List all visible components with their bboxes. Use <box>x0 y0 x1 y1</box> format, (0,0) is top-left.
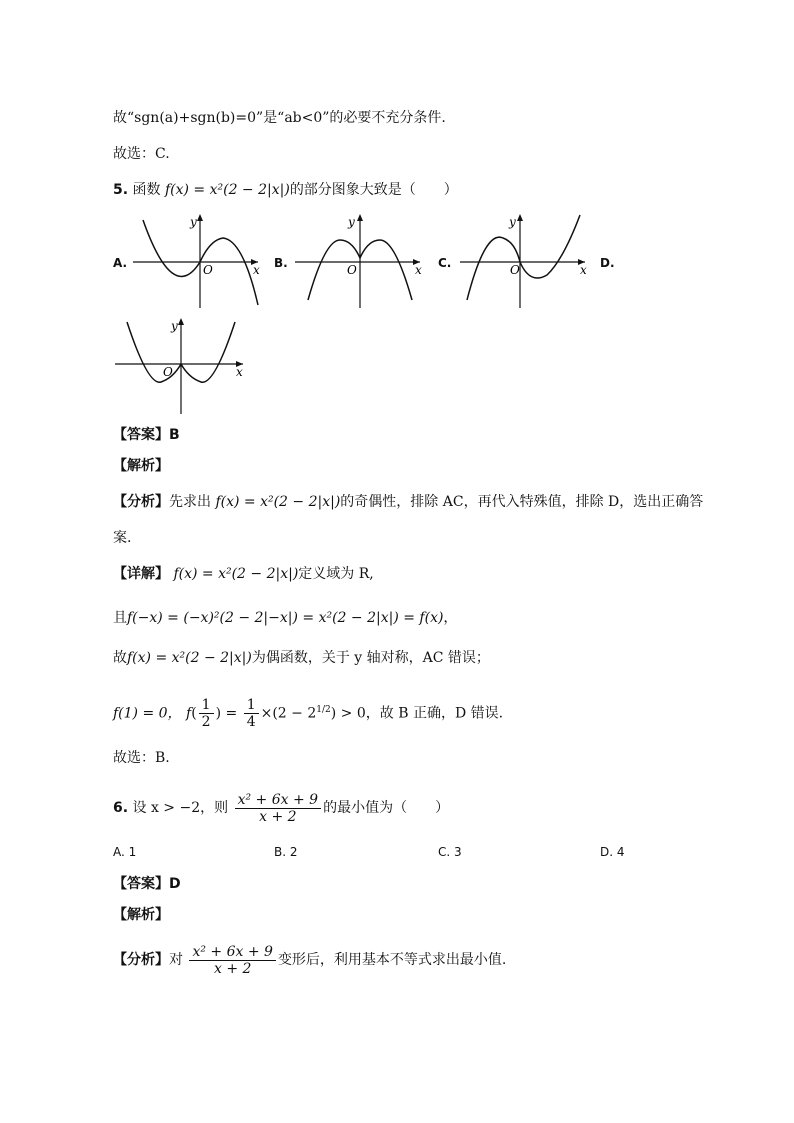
function-expression: f(x) = x²(2 − 2|x|) <box>164 182 290 198</box>
fenxi-5-line1 <box>113 492 703 512</box>
option-b-label: B. <box>274 256 288 270</box>
function-expression: f(x) = x²(2 − 2|x|) <box>215 494 341 510</box>
text-therefore: 故 <box>113 650 127 666</box>
x-axis-label: x <box>580 263 587 277</box>
option-c-label: C. <box>438 256 452 270</box>
inner-expression: (2 − 2 <box>272 705 317 722</box>
fraction-numerator: 1 <box>244 697 259 714</box>
question-6 <box>113 790 449 826</box>
y-axis-label: y <box>348 215 355 229</box>
fraction-quarter <box>244 697 259 730</box>
answer-tag: 【答案】 <box>113 876 169 892</box>
option-a-label: A. <box>113 256 128 270</box>
function-expression: f(x) = x²(2 − 2|x|) <box>127 650 252 666</box>
inequality: ) > 0， <box>330 705 380 722</box>
fenxi-text-b: 变形后，利用基本不等式求出最小值. <box>277 952 507 968</box>
x-axis-label: x <box>253 263 260 277</box>
exponent-half: 1/2 <box>316 705 331 715</box>
question-number: 6. <box>113 800 129 816</box>
x-axis-label: x <box>236 365 243 379</box>
origin-label: O <box>347 263 357 277</box>
fenxi-5-line2: 案. <box>113 530 132 546</box>
answer-6 <box>113 874 181 894</box>
xiangjie-tag: 【详解】 <box>113 566 169 582</box>
option-6-c: C. 3 <box>438 845 462 859</box>
origin-label: O <box>203 263 213 277</box>
question-number: 5. <box>113 182 129 198</box>
y-axis-label: y <box>171 319 178 333</box>
punct: ， <box>443 610 458 626</box>
option-6-a: A. 1 <box>113 845 137 859</box>
question-stem-b: 的部分图象大致是（ ） <box>289 182 458 198</box>
f-symbol: f <box>186 705 192 722</box>
graph-option-a <box>128 210 268 310</box>
graph-option-d <box>113 316 253 416</box>
fenxi-text-b: 的奇偶性，排除 AC，再代入特殊值，排除 D，选出正确答 <box>340 494 704 510</box>
question-stem-b: 的最小值为（ ） <box>323 800 450 816</box>
fraction-denominator: 2 <box>201 714 211 731</box>
fenxi-tag: 【分析】 <box>113 952 169 968</box>
times-sign: × <box>260 705 273 722</box>
answer-choice-line: 故选：C. <box>113 146 170 162</box>
option-d-label: D. <box>600 256 615 270</box>
text-and: 且 <box>113 610 127 626</box>
fraction-expression <box>235 792 321 825</box>
function-expression: f(x) = x²(2 − 2|x|) <box>173 566 299 582</box>
y-axis-label: y <box>190 215 197 229</box>
fenxi-text-a: 先求出 <box>169 494 211 510</box>
even-conclusion: 为偶函数，关于 y 轴对称，AC 错误； <box>251 650 490 666</box>
analysis-heading: 【解析】 <box>113 458 169 474</box>
graph-option-c <box>455 210 595 310</box>
option-6-d: D. 4 <box>600 845 625 859</box>
option-6-b: B. 2 <box>274 845 298 859</box>
xiangjie-line4: f(1) = 0， f( $\frac{1}{2}$ ) = $\frac{1}{4}$ $\times(2 - 2^{1/2}) > 0$，故 B 正确，D 错误. <box>113 697 504 731</box>
origin-label: O <box>510 263 520 277</box>
answer-value: B <box>169 427 180 443</box>
fraction-numerator: 1 <box>199 697 214 714</box>
f1-value: f(1) = 0， <box>113 705 182 722</box>
analysis-heading-6: 【解析】 <box>113 907 169 923</box>
question-stem-a: 设 x > −2，则 <box>132 800 229 816</box>
fraction-denominator: 4 <box>246 714 256 731</box>
fraction-denominator: x + 2 <box>259 808 297 825</box>
domain-text: 定义域为 R, <box>298 566 374 582</box>
origin-label: O <box>163 365 173 379</box>
fraction-numerator: x² + 6x + 9 <box>235 792 321 809</box>
x-axis-label: x <box>415 263 422 277</box>
fraction-denominator: x + 2 <box>213 960 252 977</box>
even-check-expression: f(−x) = (−x)²(2 − 2|−x|) = x²(2 − 2|x|) = f(x) <box>127 610 444 626</box>
xiangjie-line1 <box>113 564 374 584</box>
question-stem-a: 函数 <box>132 182 161 198</box>
y-axis-label: y <box>509 215 516 229</box>
answer-5 <box>113 425 180 445</box>
answer-value: D <box>169 876 181 892</box>
answer-tag: 【答案】 <box>113 427 169 443</box>
xiangjie-line3 <box>113 648 490 668</box>
question-5 <box>113 180 458 200</box>
fenxi-text-a: 对 <box>169 952 183 968</box>
fraction-numerator: x² + 6x + 9 <box>189 944 275 961</box>
choice-5-line: 故选：B. <box>113 750 170 766</box>
fraction-expression <box>189 944 275 977</box>
conclusion-line: 故“sgn(a)+sgn(b)=0”是“ab<0”的必要不充分条件. <box>113 110 446 126</box>
graph-option-b <box>290 210 430 310</box>
fenxi-6-line <box>113 942 506 978</box>
xiangjie-line2 <box>113 608 457 628</box>
fenxi-tag: 【分析】 <box>113 494 169 510</box>
fraction-half <box>199 697 214 730</box>
b-correct-text: 故 B 正确，D 错误. <box>379 705 504 722</box>
